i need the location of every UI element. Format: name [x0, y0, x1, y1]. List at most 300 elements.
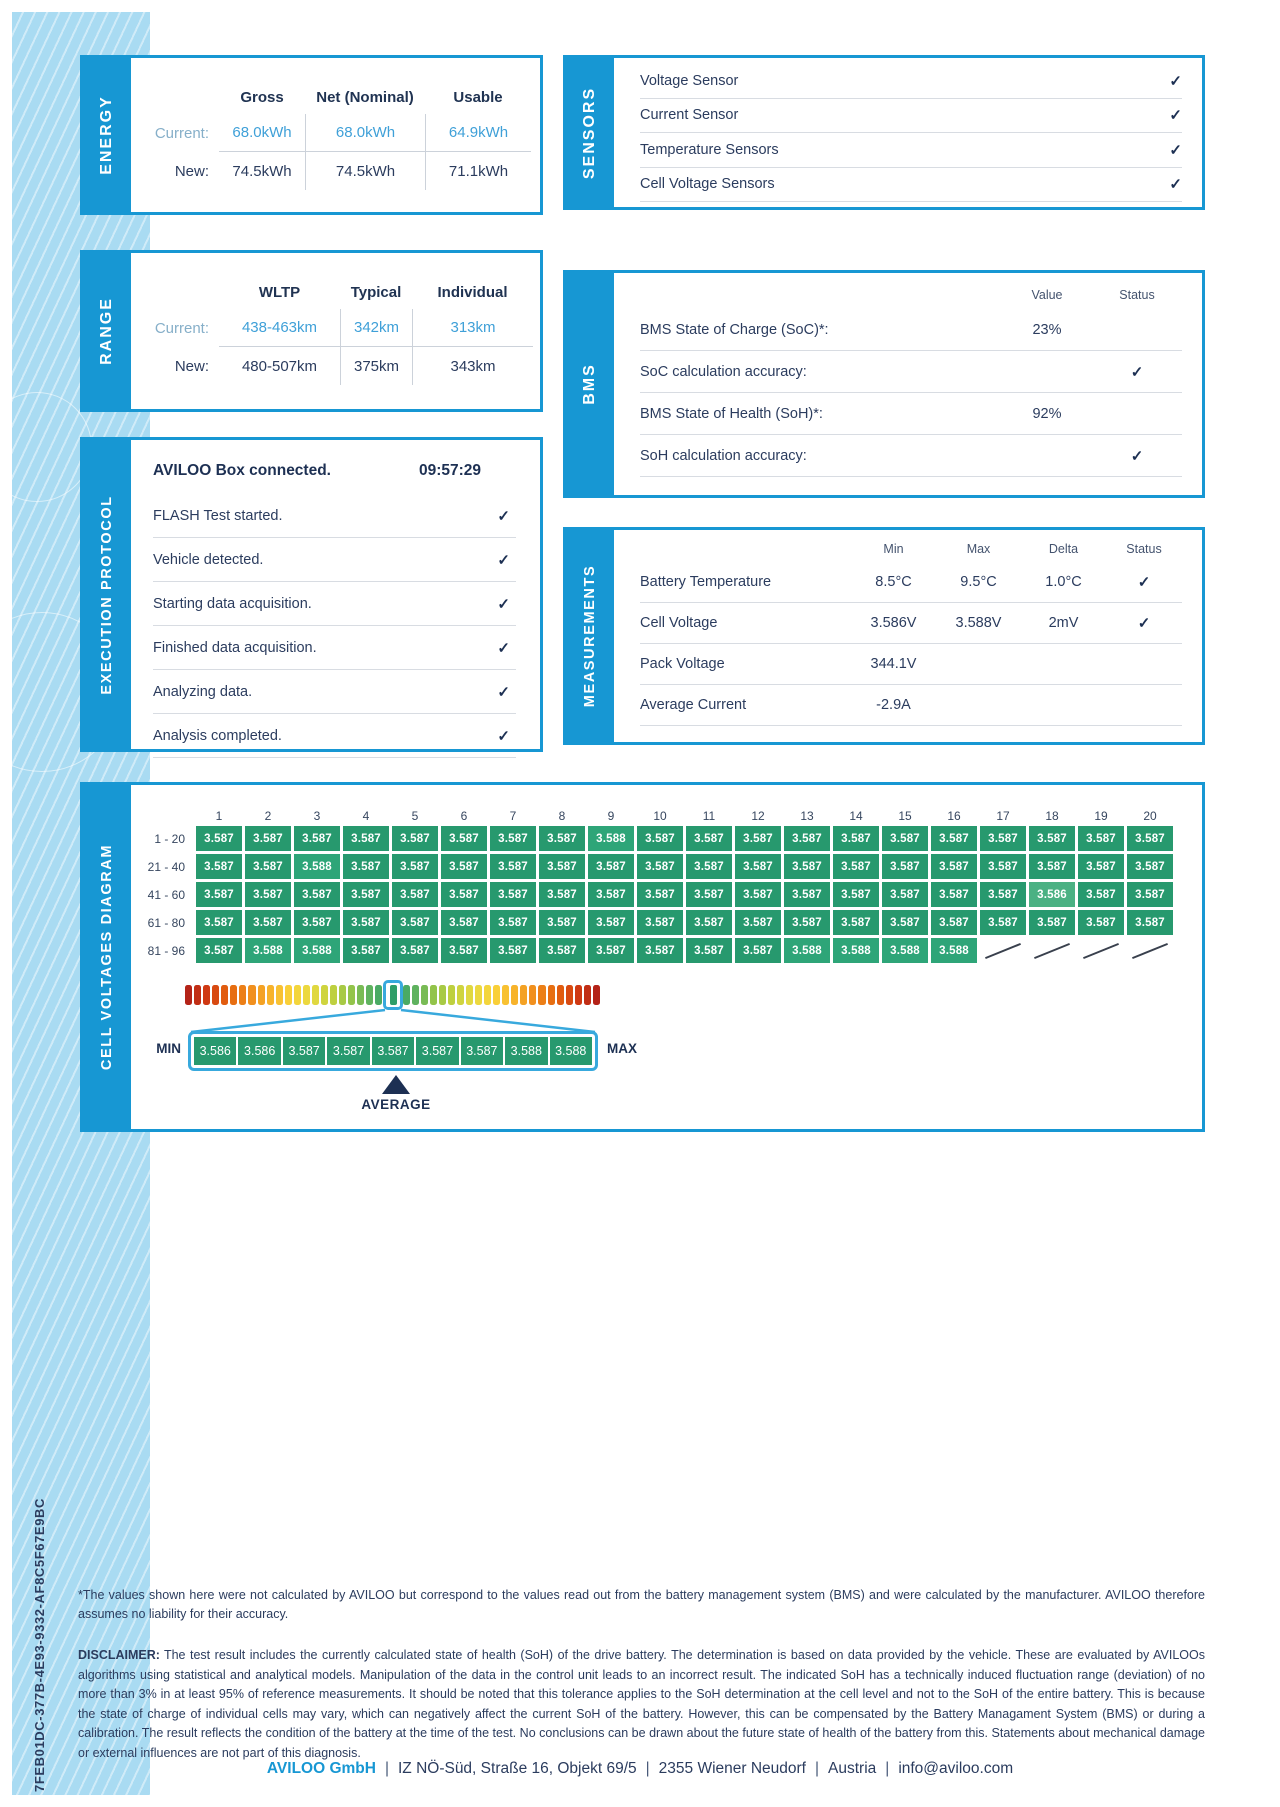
cell-voltage-value: 3.588 — [833, 938, 879, 963]
sensor-label: Temperature Sensors — [640, 141, 779, 158]
check-icon: ✓ — [497, 551, 510, 569]
cell-voltage-value: 3.587 — [245, 882, 291, 907]
scale-segment — [239, 985, 246, 1005]
measurement-label: Cell Voltage — [640, 615, 718, 631]
cell-voltage-value: 3.587 — [686, 882, 732, 907]
scale-segment — [502, 985, 509, 1005]
execution-protocol-band — [83, 440, 131, 749]
grid-corner — [136, 803, 193, 823]
cell-voltages-diagram-label: CELL VOLTAGES DIAGRAM — [99, 843, 115, 1071]
scale-segment — [457, 985, 464, 1005]
range-box — [80, 250, 543, 412]
bms-row-label: SoH calculation accuracy: — [640, 447, 807, 464]
grid-row-label: 21 - 40 — [147, 859, 185, 874]
measurements-row — [640, 603, 1182, 644]
cell-voltage-value: 3.587 — [441, 854, 487, 879]
sensor-label: Cell Voltage Sensors — [640, 176, 775, 193]
scale-segment — [520, 985, 527, 1005]
grid-column-header: 11 — [702, 809, 716, 823]
bms-band — [566, 273, 614, 495]
measurements-label: MEASUREMENTS — [582, 564, 598, 708]
bms-row — [640, 393, 1182, 435]
row-label: Current: — [154, 319, 209, 337]
cell-voltage-value: 3.587 — [441, 882, 487, 907]
bms-row — [640, 435, 1182, 477]
scale-segment — [258, 985, 265, 1005]
check-icon: ✓ — [1137, 574, 1151, 591]
value-cell: 74.5kWh — [232, 162, 292, 180]
column-header: Individual — [437, 283, 508, 301]
cell-voltage-value: 3.587 — [588, 854, 634, 879]
cell-voltage-value: 3.587 — [735, 910, 781, 935]
sensors-content — [614, 58, 1202, 207]
check-icon: ✓ — [1169, 176, 1182, 194]
cell-voltage-value: 3.587 — [588, 882, 634, 907]
scale-segment — [267, 985, 274, 1005]
min-label: MIN — [156, 1041, 181, 1056]
check-icon: ✓ — [497, 727, 510, 745]
sensor-label: Voltage Sensor — [640, 72, 739, 89]
scale-segment — [339, 985, 346, 1005]
value-cell: 343km — [412, 347, 533, 385]
footer-item: Austria — [828, 1760, 877, 1777]
scale-segment — [430, 985, 437, 1005]
cell-voltage-value: 3.587 — [294, 882, 340, 907]
grid-column-header: 4 — [362, 809, 370, 823]
scale-segment — [321, 985, 328, 1005]
disclaimer-paragraph — [78, 1646, 1205, 1763]
grid-column-header: 1 — [215, 809, 223, 823]
check-icon: ✓ — [497, 595, 510, 613]
scale-segment — [221, 985, 228, 1005]
scale-segment — [557, 985, 564, 1005]
sensors-label: SENSORS — [581, 86, 598, 179]
grid-column-header: 8 — [558, 809, 566, 823]
measurements-column-header: Max — [966, 542, 991, 556]
cell-voltage-value: 3.587 — [1078, 854, 1124, 879]
scale-zoom-box — [188, 1031, 598, 1071]
footer-company: AVILOO GmbH — [266, 1760, 376, 1777]
bms-row-label: BMS State of Health (SoH)*: — [640, 405, 823, 422]
sensor-row — [640, 168, 1182, 203]
cell-voltage-value: 3.587 — [294, 910, 340, 935]
cell-voltage-value: 3.587 — [637, 826, 683, 851]
range-band — [83, 253, 131, 409]
grid-row-label: 41 - 60 — [147, 887, 185, 902]
cell-voltage-value: 3.587 — [833, 910, 879, 935]
cell-voltage-value: 3.587 — [1029, 910, 1075, 935]
value-cell: 68.0kWh — [305, 114, 425, 152]
cell-voltage-value: 3.588 — [882, 938, 928, 963]
column-header: Usable — [453, 88, 503, 106]
bms-value: 92% — [1032, 405, 1062, 422]
value-cell: 342km — [340, 309, 412, 347]
cell-voltage-value: 3.588 — [931, 938, 977, 963]
cell-voltage-value: 3.587 — [196, 910, 242, 935]
cell-voltage-value: 3.587 — [735, 938, 781, 963]
scale-segment — [412, 985, 419, 1005]
energy-content — [131, 58, 540, 212]
column-header: Typical — [350, 283, 402, 301]
cell-voltage-value: 3.587 — [441, 826, 487, 851]
cell-voltage-value: 3.587 — [245, 910, 291, 935]
cell-voltage-value: 3.587 — [980, 854, 1026, 879]
cell-voltage-value: 3.587 — [637, 938, 683, 963]
cell-voltage-value: 3.587 — [196, 826, 242, 851]
grid-row-label: 1 - 20 — [154, 831, 185, 846]
cell-voltages-diagram-band — [83, 785, 131, 1129]
grid-column-header: 16 — [947, 809, 961, 823]
measurements-column-header: Status — [1126, 542, 1162, 556]
bms-row-label: SoC calculation accuracy: — [640, 363, 807, 380]
scale-segment — [357, 985, 364, 1005]
value-cell: 375km — [340, 347, 412, 385]
bms-box — [563, 270, 1205, 498]
cell-voltage-value: 3.587 — [1078, 882, 1124, 907]
cell-voltage-value: 3.587 — [931, 854, 977, 879]
bms-content — [614, 273, 1202, 495]
protocol-step-label: FLASH Test started. — [153, 507, 283, 524]
measurement-min: 344.1V — [870, 656, 917, 672]
value-cell: 438-463km — [219, 309, 340, 347]
zoom-cell-value: 3.587 — [283, 1037, 325, 1065]
disclaimer-label: DISCLAIMER: — [78, 1648, 160, 1662]
check-icon: ✓ — [497, 639, 510, 657]
cell-voltage-value: 3.587 — [539, 826, 585, 851]
grid-column-header: 18 — [1045, 809, 1059, 823]
footer-separator: | — [885, 1760, 890, 1777]
range-label: RANGE — [98, 297, 115, 365]
cell-voltage-value: 3.587 — [686, 826, 732, 851]
disclaimer-text: The test result includes the currently calculated state of health (SoH) of the drive battery. The determination is based on data provided by the vehicle. These are evaluated by AVILOOs algorithms using statistical and analytical models. Manipulation of the data in the control unit leads to an incorrect result. The indicated SoH has a technically induced fluctuation range (deviation) of no more than 3% in at least 95% of reference measurements. It should be noted that this tolerance applies to the SoH determination at the cell level and not to the SoH of the entire battery. This is because the state of charge of individual cells may vary, which can negatively affect the current SoH of the battery. However, this can be compensated by the Battery Managament System (BMS) or during a calibration. The result reflects the condition of the battery at the time of the test. No conclusions can be drawn about the future state of health of the battery from this. Statements about mechanical damage or external influences are not part of this diagnosis. — [78, 1648, 1205, 1760]
scale-segment — [593, 985, 600, 1005]
scale-segment — [439, 985, 446, 1005]
cell-voltage-value: 3.587 — [588, 910, 634, 935]
cell-voltage-value: 3.587 — [1127, 910, 1173, 935]
scale-segment — [375, 985, 382, 1005]
cell-voltage-value: 3.587 — [784, 882, 830, 907]
bms-row — [640, 351, 1182, 393]
bms-label: BMS — [581, 363, 598, 405]
cell-voltage-value: 3.587 — [833, 826, 879, 851]
measurements-column-header: Delta — [1048, 542, 1079, 556]
range-content — [131, 253, 540, 409]
protocol-header-time: 09:57:29 — [418, 462, 481, 479]
protocol-step — [153, 582, 516, 626]
average-marker-icon — [382, 1075, 410, 1094]
cell-voltage-value: 3.586 — [1029, 882, 1075, 907]
empty-cell-slash — [1127, 938, 1173, 963]
cell-voltage-value: 3.587 — [490, 910, 536, 935]
cell-voltage-value: 3.587 — [392, 826, 438, 851]
execution-protocol-content — [131, 440, 540, 749]
cell-voltage-value: 3.587 — [686, 938, 732, 963]
energy-label: ENERGY — [98, 95, 115, 175]
cell-voltage-value: 3.587 — [980, 826, 1026, 851]
slash-icon — [985, 943, 1021, 959]
cell-voltage-value: 3.587 — [490, 882, 536, 907]
cell-voltage-value: 3.587 — [1078, 910, 1124, 935]
measurements-row — [640, 644, 1182, 685]
grid-column-header: 17 — [996, 809, 1010, 823]
protocol-step-label: Analysis completed. — [153, 727, 282, 744]
measurement-label: Pack Voltage — [640, 656, 725, 672]
grid-column-header: 15 — [898, 809, 912, 823]
zoom-cell-value: 3.587 — [372, 1037, 414, 1065]
sensors-box — [563, 55, 1205, 210]
cell-voltage-value: 3.587 — [441, 938, 487, 963]
cell-voltage-value: 3.587 — [490, 854, 536, 879]
cell-voltage-value: 3.587 — [784, 854, 830, 879]
protocol-header — [153, 448, 516, 494]
bms-row-label: BMS State of Charge (SoC)*: — [640, 321, 829, 338]
sensor-row — [640, 133, 1182, 168]
cell-voltage-value: 3.587 — [490, 938, 536, 963]
scale-segment — [493, 985, 500, 1005]
footnote-text: *The values shown here were not calculated by AVILOO but correspond to the values read out from the battery management system (BMS) and were calculated by the manufacturer. AVILOO therefore assumes no liability for their accuracy. — [78, 1588, 1205, 1621]
scale-segment — [366, 985, 373, 1005]
cell-voltage-value: 3.587 — [196, 938, 242, 963]
cell-voltage-value: 3.587 — [882, 826, 928, 851]
cell-voltage-value: 3.587 — [343, 826, 389, 851]
cell-voltage-value: 3.587 — [980, 910, 1026, 935]
measurements-row — [640, 685, 1182, 726]
cell-voltage-value: 3.587 — [735, 826, 781, 851]
cell-voltage-value: 3.587 — [686, 910, 732, 935]
cell-voltage-value: 3.587 — [245, 826, 291, 851]
cell-voltage-value: 3.588 — [588, 826, 634, 851]
row-label: Current: — [154, 124, 209, 142]
column-header: WLTP — [258, 283, 301, 301]
slash-icon — [1132, 943, 1168, 959]
grid-column-header: 9 — [607, 809, 615, 823]
cell-voltage-value: 3.587 — [637, 854, 683, 879]
grid-column-header: 12 — [751, 809, 765, 823]
cell-voltage-value: 3.587 — [343, 882, 389, 907]
range-table — [131, 275, 540, 385]
footer-separator: | — [815, 1760, 820, 1777]
scale-segment — [194, 985, 201, 1005]
cell-voltage-value: 3.587 — [343, 854, 389, 879]
protocol-step-label: Vehicle detected. — [153, 551, 264, 568]
cell-voltage-value: 3.587 — [784, 910, 830, 935]
cell-voltage-value: 3.587 — [735, 854, 781, 879]
cell-voltage-value: 3.587 — [539, 938, 585, 963]
slash-icon — [1034, 943, 1070, 959]
scale-segment — [575, 985, 582, 1005]
cell-voltage-value: 3.587 — [686, 854, 732, 879]
cell-voltage-value: 3.587 — [1029, 826, 1075, 851]
cell-voltage-value: 3.587 — [490, 826, 536, 851]
cell-voltage-value: 3.587 — [196, 882, 242, 907]
cell-voltage-value: 3.587 — [1029, 854, 1075, 879]
column-header: Gross — [240, 88, 284, 106]
grid-column-header: 3 — [313, 809, 321, 823]
measurements-row — [640, 562, 1182, 603]
scale-segment — [584, 985, 591, 1005]
cell-voltage-value: 3.587 — [196, 854, 242, 879]
cell-voltage-value: 3.587 — [392, 938, 438, 963]
value-cell: 480-507km — [241, 357, 318, 375]
zoom-cell-value: 3.587 — [327, 1037, 369, 1065]
protocol-header-text: AVILOO Box connected. — [153, 462, 331, 479]
zoom-cell-value: 3.588 — [505, 1037, 547, 1065]
cell-voltage-value: 3.587 — [735, 882, 781, 907]
grid-column-header: 5 — [411, 809, 419, 823]
cell-voltage-value: 3.587 — [1127, 826, 1173, 851]
grid-row-label: 81 - 96 — [147, 943, 185, 958]
cell-voltage-value: 3.587 — [882, 854, 928, 879]
scale-segment — [185, 985, 192, 1005]
zoom-cell-value: 3.588 — [550, 1037, 592, 1065]
cell-voltage-value: 3.587 — [931, 910, 977, 935]
check-icon: ✓ — [1130, 447, 1144, 465]
measurement-max: 9.5°C — [960, 574, 997, 590]
grid-column-header: 20 — [1143, 809, 1157, 823]
cell-voltages-diagram-content — [131, 785, 1202, 1129]
cell-voltage-value: 3.587 — [833, 854, 879, 879]
bms-column-header: Status — [1119, 288, 1155, 302]
check-icon: ✓ — [497, 507, 510, 525]
grid-column-header: 10 — [653, 809, 667, 823]
zoom-cell-value: 3.586 — [194, 1037, 236, 1065]
bms-column-header: Value — [1031, 288, 1063, 302]
check-icon: ✓ — [497, 683, 510, 701]
grid-column-header: 7 — [509, 809, 517, 823]
sensor-label: Current Sensor — [640, 107, 739, 124]
table-corner — [131, 275, 219, 309]
scale-segment — [294, 985, 301, 1005]
scale-segment — [538, 985, 545, 1005]
scale-segment — [203, 985, 210, 1005]
cell-voltage-value: 3.588 — [784, 938, 830, 963]
scale-segment — [230, 985, 237, 1005]
cell-voltage-value: 3.587 — [1078, 826, 1124, 851]
scale-segment — [212, 985, 219, 1005]
bms-value: 23% — [1032, 321, 1062, 338]
cell-voltage-value: 3.587 — [343, 938, 389, 963]
cell-voltage-value: 3.587 — [588, 938, 634, 963]
protocol-step — [153, 494, 516, 538]
measurement-min: 8.5°C — [875, 574, 912, 590]
protocol-step-label: Starting data acquisition. — [153, 595, 312, 612]
measurements-header-row — [640, 536, 1182, 562]
check-icon: ✓ — [1137, 615, 1151, 632]
zoom-cell-value: 3.587 — [416, 1037, 458, 1065]
scale-segment — [421, 985, 428, 1005]
zoom-cell-value: 3.587 — [461, 1037, 503, 1065]
protocol-step — [153, 626, 516, 670]
scale-segment — [303, 985, 310, 1005]
scale-segment — [466, 985, 473, 1005]
row-label: New: — [174, 162, 209, 180]
protocol-step-label: Finished data acquisition. — [153, 639, 317, 656]
check-icon: ✓ — [1169, 107, 1182, 125]
value-cell: 313km — [412, 309, 533, 347]
grid-column-header: 13 — [800, 809, 814, 823]
protocol-step — [153, 714, 516, 758]
footer-separator: | — [384, 1760, 389, 1777]
table-corner — [131, 80, 219, 114]
cell-voltage-value: 3.587 — [343, 910, 389, 935]
cell-voltage-value: 3.588 — [294, 854, 340, 879]
scale-segment — [248, 985, 255, 1005]
empty-cell-slash — [1078, 938, 1124, 963]
footer-item: info@aviloo.com — [898, 1760, 1014, 1777]
cell-voltage-value: 3.587 — [539, 882, 585, 907]
cell-voltage-value: 3.587 — [931, 826, 977, 851]
bms-header-row — [640, 281, 1182, 309]
grid-column-header: 2 — [264, 809, 272, 823]
sensor-row — [640, 64, 1182, 99]
cell-voltage-grid — [136, 803, 1173, 963]
energy-table — [131, 80, 540, 190]
scale-segment — [348, 985, 355, 1005]
cell-voltage-value: 3.587 — [637, 910, 683, 935]
cell-voltage-value: 3.587 — [882, 910, 928, 935]
scale-segment — [285, 985, 292, 1005]
grid-column-header: 19 — [1094, 809, 1108, 823]
measurement-label: Average Current — [640, 697, 747, 713]
check-icon: ✓ — [1169, 72, 1182, 90]
scale-segment — [566, 985, 573, 1005]
scale-segment — [448, 985, 455, 1005]
energy-box — [80, 55, 543, 215]
measurements-content — [614, 530, 1202, 742]
footer-separator: | — [645, 1760, 650, 1777]
scale-segment — [403, 985, 410, 1005]
max-label: MAX — [607, 1041, 637, 1056]
measurements-column-header: Min — [883, 542, 904, 556]
slash-icon — [1083, 943, 1119, 959]
zoom-cell-value: 3.586 — [238, 1037, 280, 1065]
cell-voltage-value: 3.587 — [980, 882, 1026, 907]
average-label: AVERAGE — [361, 1097, 431, 1112]
cell-voltage-value: 3.587 — [637, 882, 683, 907]
row-label: New: — [174, 357, 209, 375]
bms-row — [640, 309, 1182, 351]
cell-voltage-value: 3.587 — [882, 882, 928, 907]
protocol-step — [153, 670, 516, 714]
protocol-step — [153, 538, 516, 582]
value-cell: 68.0kWh — [219, 114, 305, 152]
cell-voltage-value: 3.587 — [931, 882, 977, 907]
measurement-max: 3.588V — [955, 615, 1002, 631]
cell-voltage-value: 3.587 — [294, 826, 340, 851]
cell-voltage-value: 3.587 — [245, 854, 291, 879]
sensor-row — [640, 99, 1182, 134]
cell-voltage-value: 3.587 — [539, 910, 585, 935]
measurement-delta: 2mV — [1048, 615, 1079, 631]
grid-row-label: 61 - 80 — [147, 915, 185, 930]
footer-item: 2355 Wiener Neudorf — [658, 1760, 806, 1777]
cell-voltage-value: 3.588 — [294, 938, 340, 963]
execution-protocol-label: EXECUTION PROTOCOL — [99, 494, 115, 695]
empty-cell-slash — [1029, 938, 1075, 963]
cell-voltage-value: 3.587 — [784, 826, 830, 851]
footer-item: IZ NÖ-Süd, Straße 16, Objekt 69/5 — [397, 1760, 637, 1777]
scale-segment — [548, 985, 555, 1005]
scale-marker — [383, 980, 403, 1010]
cell-voltage-value: 3.587 — [833, 882, 879, 907]
scale-segment — [276, 985, 283, 1005]
column-header: Net (Nominal) — [316, 88, 414, 106]
cell-voltage-value: 3.587 — [392, 854, 438, 879]
protocol-step-label: Analyzing data. — [153, 683, 253, 700]
execution-protocol-box — [80, 437, 543, 752]
check-icon: ✓ — [1169, 141, 1182, 159]
measurement-label: Battery Temperature — [640, 574, 772, 590]
